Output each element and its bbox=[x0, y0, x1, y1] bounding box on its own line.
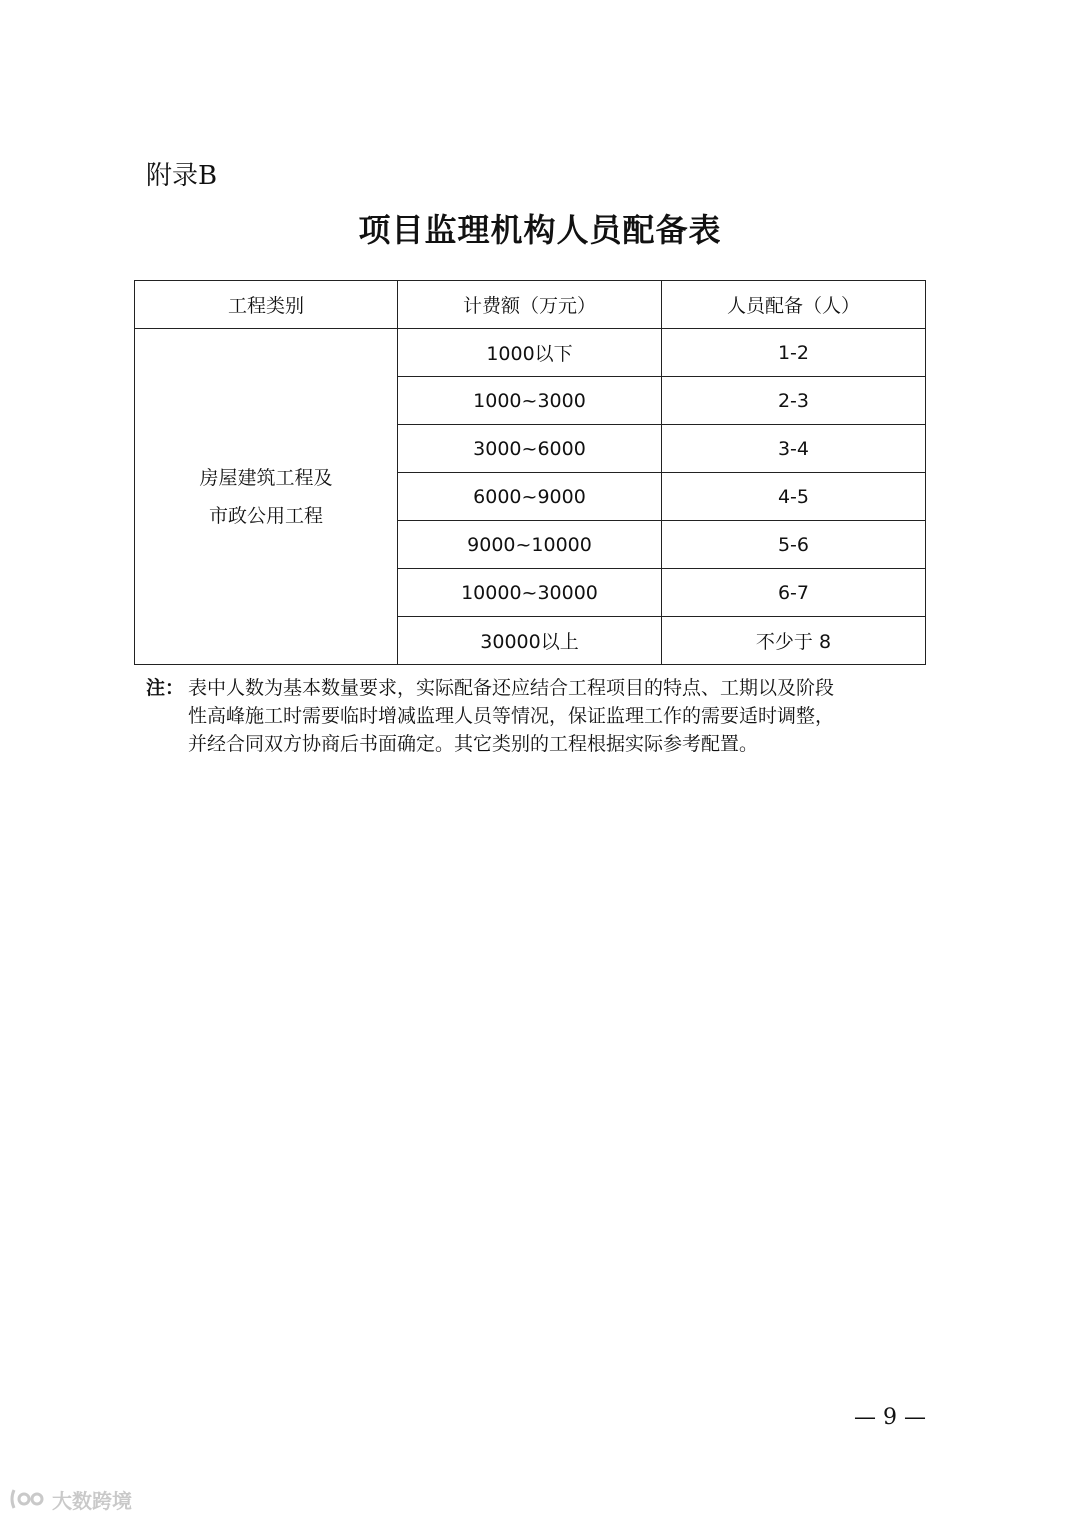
fee-cell: 9000~10000 bbox=[398, 521, 662, 569]
fee-cell: 30000以上 bbox=[398, 617, 662, 665]
watermark-logo-icon bbox=[8, 1486, 48, 1512]
fee-cell: 1000~3000 bbox=[398, 377, 662, 425]
staff-cell: 5-6 bbox=[662, 521, 926, 569]
fee-cell: 3000~6000 bbox=[398, 425, 662, 473]
table-row bbox=[135, 329, 926, 377]
watermark-text: 大数跨境 bbox=[52, 1488, 132, 1513]
fee-cell: 1000以下 bbox=[398, 329, 662, 377]
appendix-label: 附录B bbox=[146, 161, 218, 191]
header-staff: 人员配备（人） bbox=[662, 281, 926, 329]
page-number: — 9 — bbox=[854, 1405, 926, 1430]
staff-cell: 4-5 bbox=[662, 473, 926, 521]
category-cell bbox=[135, 329, 398, 665]
staffing-table bbox=[134, 280, 926, 665]
staff-cell: 3-4 bbox=[662, 425, 926, 473]
fee-cell: 10000~30000 bbox=[398, 569, 662, 617]
staff-cell: 1-2 bbox=[662, 329, 926, 377]
document-title: 项目监理机构人员配备表 bbox=[358, 211, 722, 249]
header-fee: 计费额（万元） bbox=[398, 281, 662, 329]
note-body bbox=[188, 674, 940, 758]
staff-cell: 不少于 8 bbox=[662, 617, 926, 665]
staff-cell: 6-7 bbox=[662, 569, 926, 617]
staff-cell: 2-3 bbox=[662, 377, 926, 425]
note-line: 表中人数为基本数量要求，实际配备还应结合工程项目的特点、工期以及阶段 bbox=[188, 677, 835, 699]
header-category: 工程类别 bbox=[135, 281, 398, 329]
table-header-row bbox=[135, 281, 926, 329]
category-line: 房屋建筑工程及 bbox=[199, 466, 333, 489]
note-line: 性高峰施工时需要临时增减监理人员等情况，保证监理工作的需要适时调整， bbox=[188, 705, 835, 727]
category-line: 市政公用工程 bbox=[208, 504, 323, 527]
watermark bbox=[8, 1484, 132, 1514]
note-line: 并经合同双方协商后书面确定。其它类别的工程根据实际参考配置。 bbox=[188, 733, 759, 755]
note-label: 注： bbox=[146, 677, 185, 699]
fee-cell: 6000~9000 bbox=[398, 473, 662, 521]
